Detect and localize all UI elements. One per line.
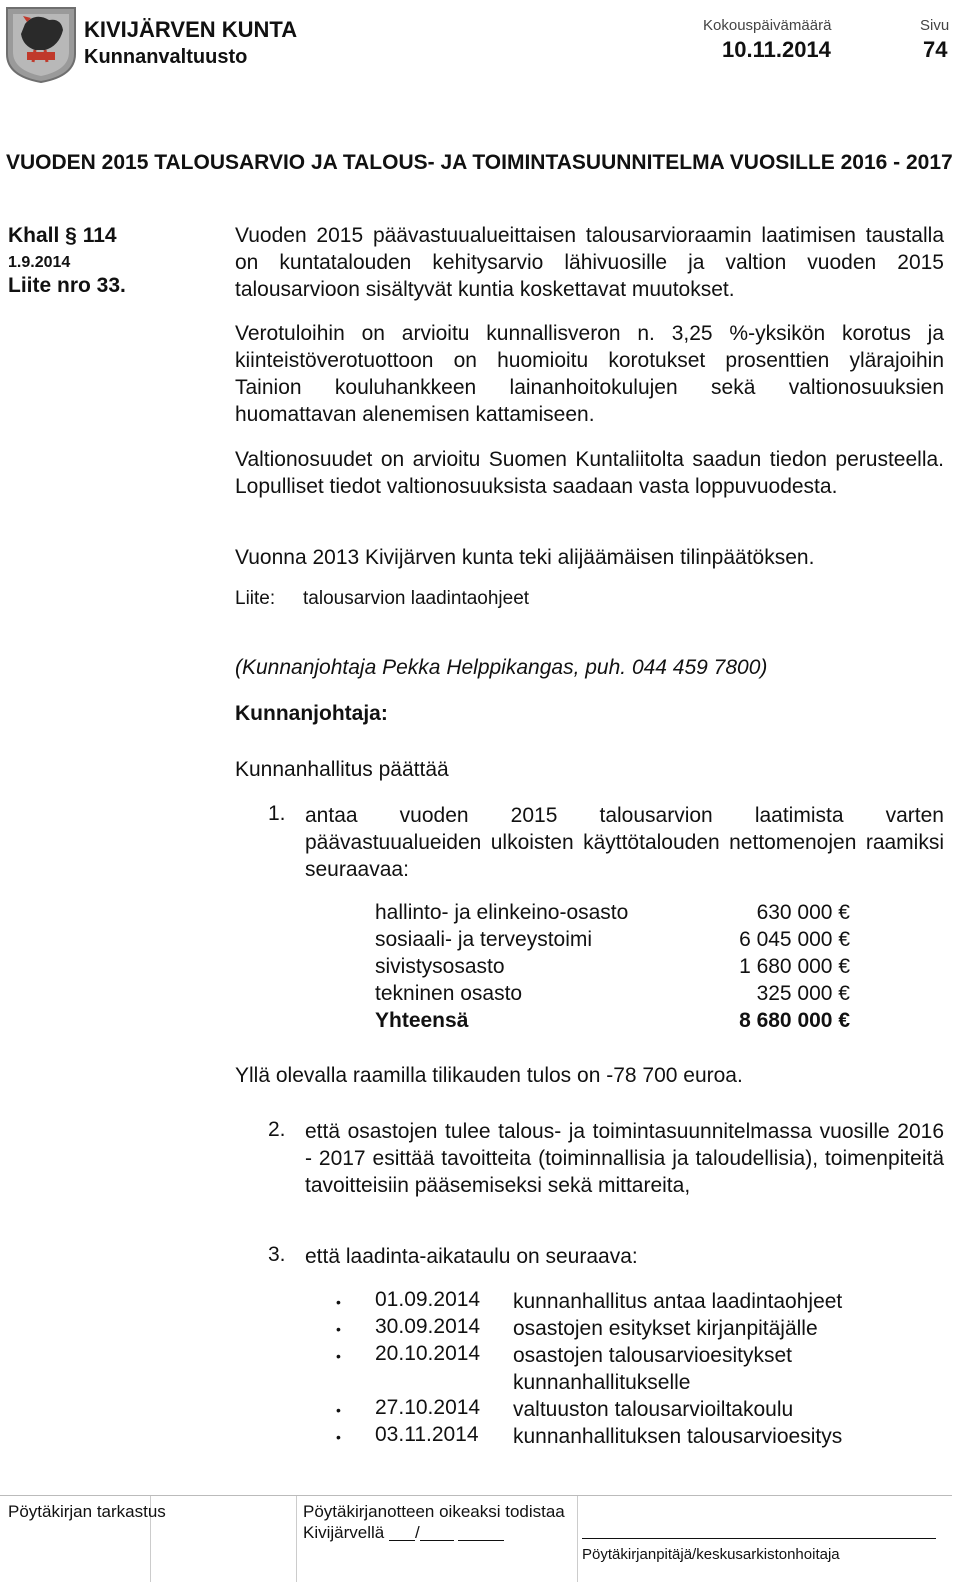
item-text: että laadinta-aikataulu on seuraava: xyxy=(305,1245,638,1268)
page-number: 74 xyxy=(923,37,948,62)
schedule-text: valtuuston talousarvioiltakoulu xyxy=(513,1398,794,1421)
budget-row-value: 1 680 000 € xyxy=(739,955,850,978)
budget-row-value: 6 045 000 € xyxy=(739,928,850,951)
year-blank xyxy=(458,1524,504,1541)
item-number: 2. xyxy=(268,1118,286,1141)
budget-row-name: sosiaali- ja terveystoimi xyxy=(375,928,593,951)
bullet-icon: • xyxy=(336,1429,341,1445)
item-text: että osastojen tulee talous- ja toimintasuunnitelmassa vuosille 2016 - 2017 esittää tavoitteita (toiminnallisia ja taloudellisia), toimenpiteitä tavoitteisiin pääsemiseksi sekä mittareita, xyxy=(305,1120,944,1197)
paragraph-background: Vuoden 2015 päävastuualueittaisen talousarvioraamin laatimisen taustalla on kuntatalouden kehitysarvio lähivuosille ja valtion vuoden 2015 talousarvioon sisältyvät kuntia koskettavat muutokset. xyxy=(235,224,944,301)
contact-info: (Kunnanjohtaja Pekka Helppikangas, puh. 044 459 7800) xyxy=(235,656,768,679)
meeting-date-label: Kokouspäivämäärä xyxy=(703,17,832,34)
attachment-label: Liite: xyxy=(235,588,276,609)
decision-intro: Kunnanhallitus päättää xyxy=(235,758,449,781)
organization-name: KIVIJÄRVEN KUNTA xyxy=(84,17,298,42)
section-reference: Khall § 114 xyxy=(8,224,117,247)
body-name: Kunnanvaltuusto xyxy=(84,46,248,68)
schedule-date: 03.11.2014 xyxy=(375,1423,479,1446)
signature-footer xyxy=(0,1495,952,1582)
page-label: Sivu xyxy=(920,17,950,34)
footer-divider xyxy=(577,1496,578,1582)
schedule-text: osastojen esitykset kirjanpitäjälle xyxy=(513,1317,818,1340)
signer-title: Pöytäkirjanpitäjä/keskusarkistonhoitaja xyxy=(582,1546,840,1563)
paragraph-deficit: Vuonna 2013 Kivijärven kunta teki alijäämäisen tilinpäätöksen. xyxy=(235,546,815,569)
attachment-number: Liite nro 33. xyxy=(8,274,126,297)
schedule-text: kunnanhallituksen talousarvioesitys xyxy=(513,1425,843,1448)
place-name: Kivijärvellä xyxy=(303,1523,385,1542)
schedule-date: 20.10.2014 xyxy=(375,1342,481,1365)
schedule-date: 01.09.2014 xyxy=(375,1288,481,1311)
schedule-date: 27.10.2014 xyxy=(375,1396,481,1419)
budget-row-value: 630 000 € xyxy=(756,901,850,924)
document-title: VUODEN 2015 TALOUSARVIO JA TALOUS- JA TOIMINTASUUNNITELMA VUOSILLE 2016 - 2017 xyxy=(6,151,953,174)
schedule-date: 30.09.2014 xyxy=(375,1315,481,1338)
schedule-text: kunnanhallitus antaa laadintaohjeet xyxy=(513,1290,843,1313)
bullet-icon: • xyxy=(336,1321,341,1337)
budget-row-name: tekninen osasto xyxy=(375,982,523,1005)
item-number: 1. xyxy=(268,802,286,825)
schedule-text: osastojen talousarvioesitykset kunnanhallitukselle xyxy=(513,1344,792,1394)
budget-row-name: hallinto- ja elinkeino-osasto xyxy=(375,901,629,924)
budget-total-value: 8 680 000 € xyxy=(739,1009,850,1032)
budget-row-name: sivistysosasto xyxy=(375,955,505,978)
day-blank xyxy=(389,1524,415,1541)
item-text: antaa vuoden 2015 talousarvion laatimista varten päävastuualueiden ulkoisten käyttötalouden nettomenojen raamiksi seuraavaa: xyxy=(305,804,944,881)
paragraph-state-subsidies: Valtionosuudet on arvioitu Suomen Kuntaliitolta saadun tiedon perusteella. Lopulliset tiedot valtionosuuksista saadaan vasta loppuvuodesta. xyxy=(235,448,944,498)
date-separator: / xyxy=(414,1523,420,1542)
municipal-crest-logo xyxy=(5,6,77,84)
item-number: 3. xyxy=(268,1243,286,1266)
budget-total-name: Yhteensä xyxy=(375,1009,469,1032)
budget-row-value: 325 000 € xyxy=(756,982,850,1005)
signature-line xyxy=(582,1538,936,1539)
paragraph-tax-revenue: Verotuloihin on arvioitu kunnallisveron n. 3,25 %-yksikön korotus ja kiinteistöverotuottoon on huomioitu korotukset prosenttien ylärajoihin Tainion kouluhankkeen lainanhoitokulujen sekä valtionosuuksien huomattavan alenemisen kattamiseen. xyxy=(235,322,944,426)
proposer-heading: Kunnanjohtaja: xyxy=(235,702,388,725)
bullet-icon: • xyxy=(336,1402,341,1418)
certify-label: Pöytäkirjanotteen oikeaksi todistaa xyxy=(303,1502,565,1521)
month-blank xyxy=(420,1524,454,1541)
meeting-date: 10.11.2014 xyxy=(722,37,831,62)
bullet-icon: • xyxy=(336,1348,341,1364)
bullet-icon: • xyxy=(336,1294,341,1310)
section-reference-date: 1.9.2014 xyxy=(8,254,71,271)
review-label: Pöytäkirjan tarkastus xyxy=(8,1502,166,1521)
place-date-line xyxy=(303,1523,504,1543)
footer-divider xyxy=(296,1496,297,1582)
attachment-link[interactable]: talousarvion laadintaohjeet xyxy=(303,588,530,609)
result-note: Yllä olevalla raamilla tilikauden tulos on -78 700 euroa. xyxy=(235,1064,743,1087)
